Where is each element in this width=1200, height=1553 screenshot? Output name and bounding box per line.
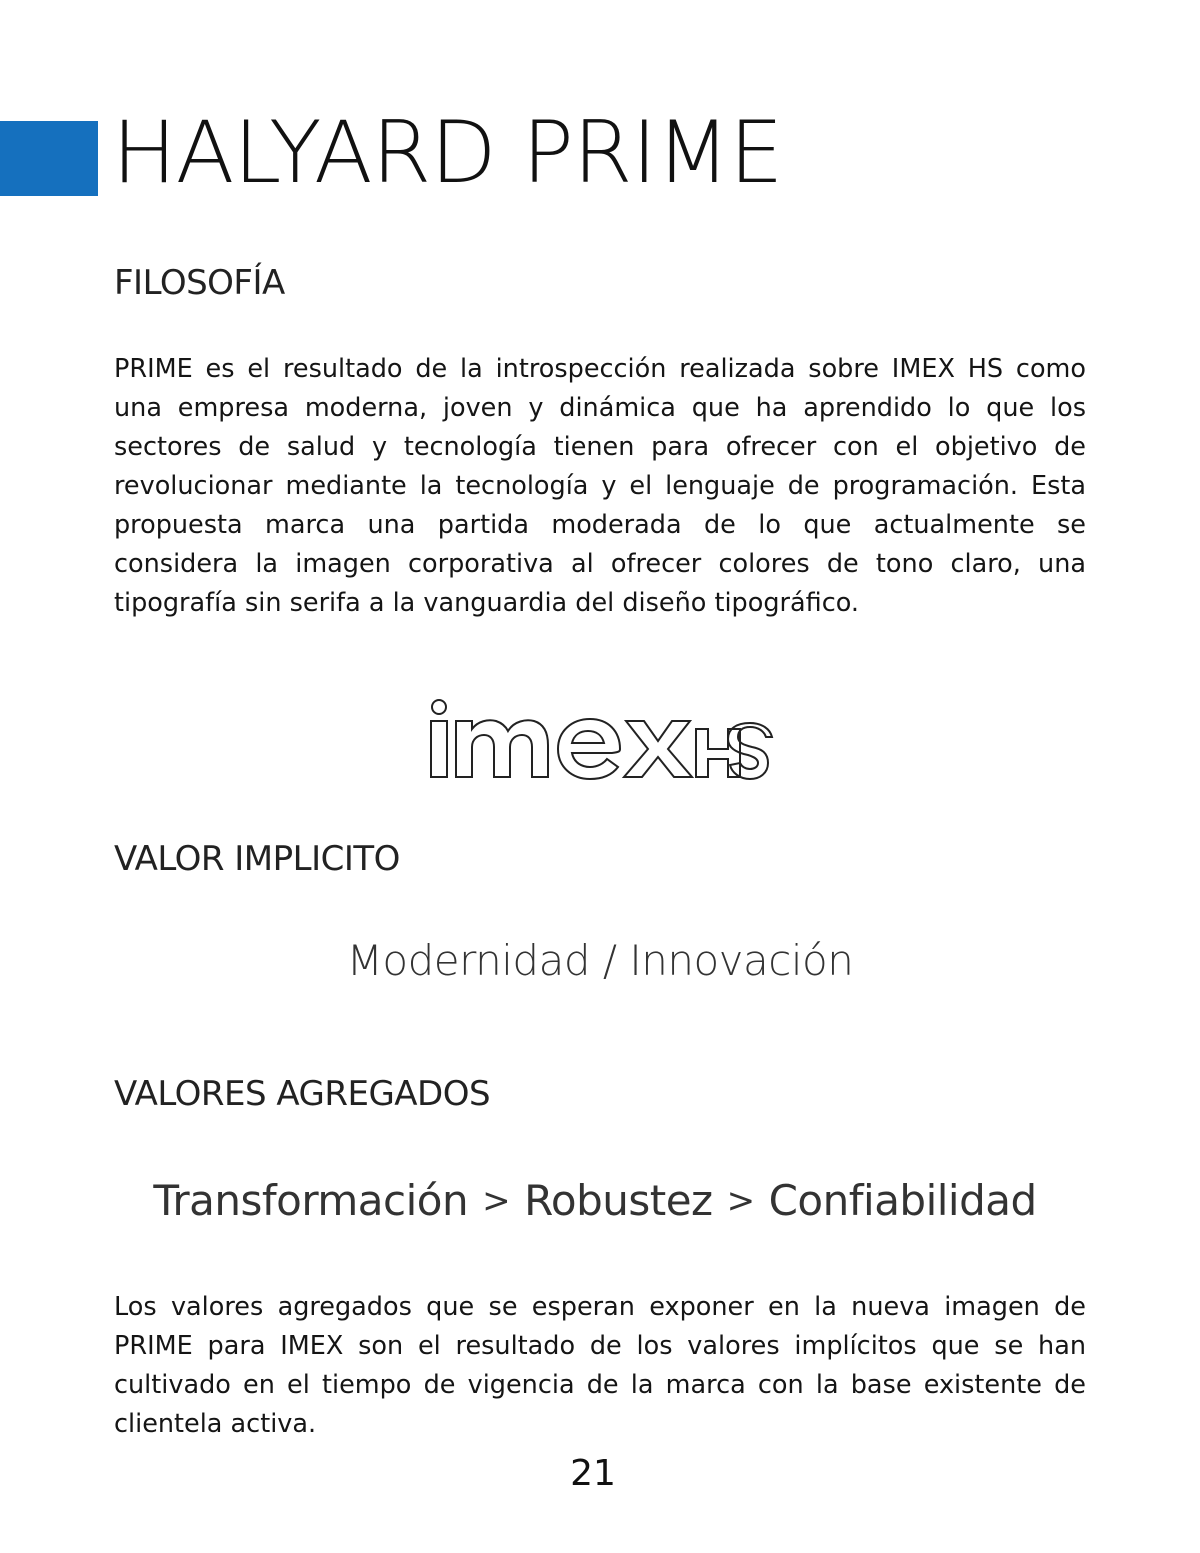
value-item: Confiabilidad: [768, 1176, 1037, 1225]
separator-arrow: >: [482, 1181, 511, 1221]
page-title: HALYARD PRIME: [112, 103, 783, 203]
page-number: 21: [570, 1453, 616, 1494]
value-item: Robustez: [524, 1176, 713, 1225]
added-values-heading: VALORES AGREGADOS: [114, 1074, 491, 1114]
imex-hs-logo: [426, 697, 774, 783]
philosophy-heading: FILOSOFÍA: [114, 263, 285, 303]
value-item: Transformación: [153, 1176, 469, 1225]
implicit-value-heading: VALOR IMPLICITO: [114, 839, 400, 879]
added-values-paragraph: Los valores agregados que se esperan exponer en la nueva imagen de PRIME para IMEX son el resultado de los valores implícitos que se han cultivado en el tiempo de vigencia de la marca con la base existente de clientela activa.: [114, 1292, 1086, 1439]
philosophy-paragraph: PRIME es el resultado de la introspección realizada sobre IMEX HS como una empresa moderna, joven y dinámica que ha aprendido lo que los sectores de salud y tecnología tienen para ofrecer con el objetivo de revolucionar mediante la tecnología y el lenguaje de programación. Esta propuesta marca una partida moderada de lo que actualmente se considera la imagen corporativa al ofrecer colores de tono claro, una tipografía sin serifa a la vanguardia del diseño tipográfico.: [114, 354, 1086, 618]
separator-arrow: >: [726, 1181, 755, 1221]
title-accent-block: [0, 121, 98, 196]
implicit-value-text: Modernidad / Innovación: [346, 936, 854, 985]
added-values-list: [0, 1176, 1190, 1225]
